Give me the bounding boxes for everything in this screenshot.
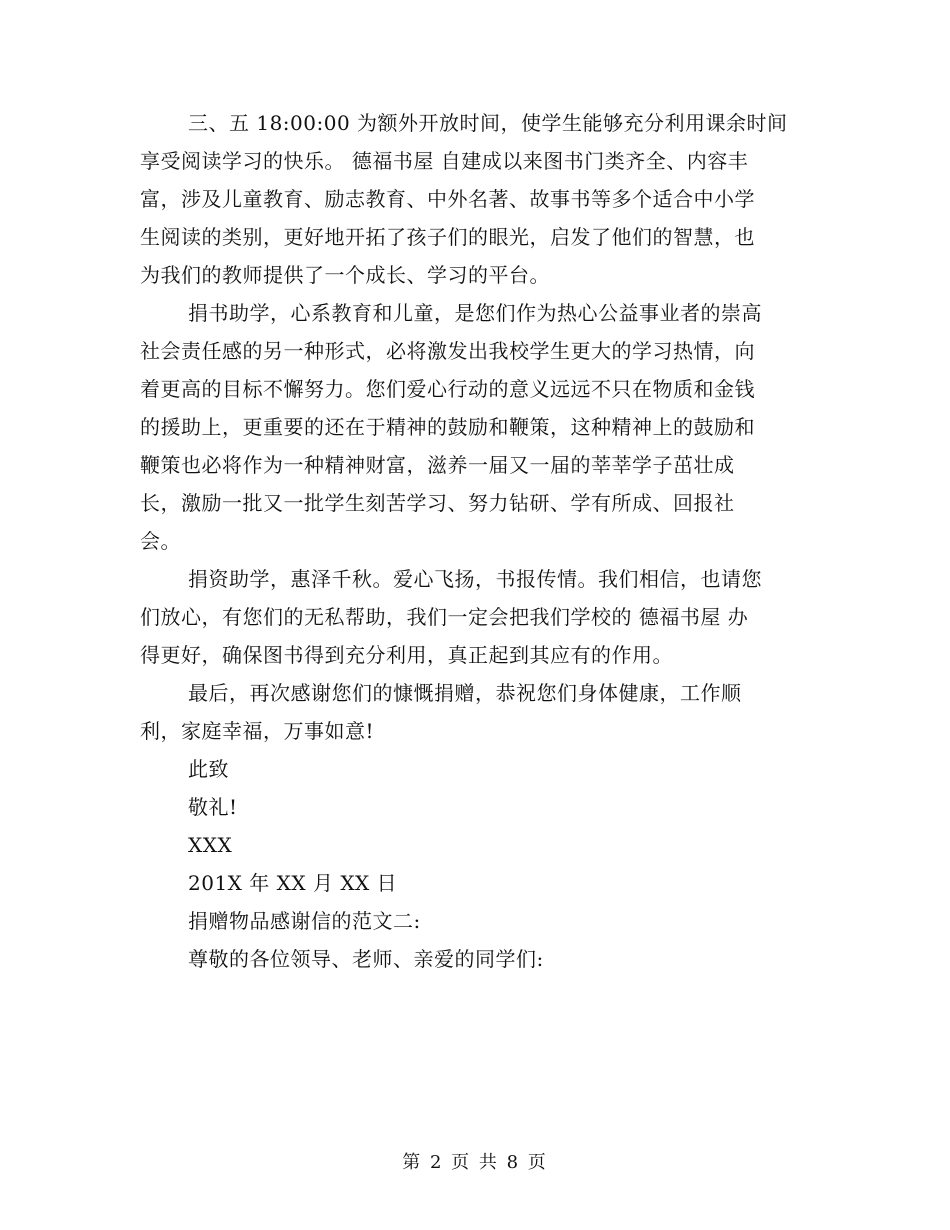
text-line: 此致 bbox=[188, 757, 229, 781]
text-line: 为我们的教师提供了一个成长、学习的平台。 bbox=[140, 263, 550, 287]
text-line: 长，激励一批又一批学生刻苦学习、努力钻研、学有所成、回报社 bbox=[140, 491, 735, 515]
page-number-footer: 第 2 页 共 8 页 bbox=[402, 1152, 548, 1173]
text-line: 富，涉及儿童教育、励志教育、中外名著、故事书等多个适合中小学 bbox=[140, 187, 755, 211]
text-line: 尊敬的各位领导、老师、亲爱的同学们: bbox=[188, 947, 544, 971]
text-line: 们放心，有您们的无私帮助，我们一定会把我们学校的 德福书屋 办 bbox=[140, 605, 749, 629]
document-body bbox=[140, 104, 808, 978]
text-line: 着更高的目标不懈努力。您们爱心行动的意义远远不只在物质和金钱 bbox=[140, 377, 755, 401]
section-heading bbox=[140, 902, 808, 940]
greeting-line bbox=[140, 940, 808, 978]
paragraph-book-donation bbox=[140, 294, 808, 560]
regards-line bbox=[140, 788, 808, 826]
text-line: 最后，再次感谢您们的慷慨捐赠，恭祝您们身体健康，工作顺 bbox=[188, 681, 742, 705]
paragraph-closing-thanks bbox=[140, 674, 808, 750]
text-line: 的援助上，更重要的还在于精神的鼓励和鞭策，这种精神上的鼓励和 bbox=[140, 415, 755, 439]
text-line: 会。 bbox=[140, 529, 181, 553]
text-line: 生阅读的类别，更好地开拓了孩子们的眼光，启发了他们的智慧，也 bbox=[140, 225, 755, 249]
text-line: 敬礼! bbox=[188, 795, 238, 819]
text-line: XXX bbox=[188, 833, 233, 857]
text-line: 享受阅读学习的快乐。 德福书屋 自建成以来图书门类齐全、内容丰 bbox=[140, 149, 749, 173]
text-line: 利，家庭幸福，万事如意! bbox=[140, 719, 375, 743]
text-line: 201X 年 XX 月 XX 日 bbox=[188, 871, 398, 895]
paragraph-opening-hours bbox=[140, 104, 808, 294]
text-line: 捐资助学，惠泽千秋。爱心飞扬，书报传情。我们相信，也请您 bbox=[188, 567, 762, 591]
text-line: 捐书助学，心系教育和儿童，是您们作为热心公益事业者的崇高 bbox=[188, 301, 762, 325]
text-line: 社会责任感的另一种形式，必将激发出我校学生更大的学习热情，向 bbox=[140, 339, 755, 363]
date-line bbox=[140, 864, 808, 902]
salutation-line bbox=[140, 750, 808, 788]
paragraph-funding bbox=[140, 560, 808, 674]
text-line: 捐赠物品感谢信的范文二: bbox=[188, 909, 421, 933]
text-line: 得更好，确保图书得到充分利用，真正起到其应有的作用。 bbox=[140, 643, 673, 667]
text-line: 三、五 18:00:00 为额外开放时间，使学生能够充分利用课余时间 bbox=[188, 111, 788, 135]
text-line: 鞭策也必将作为一种精神财富，滋养一届又一届的莘莘学子茁壮成 bbox=[140, 453, 735, 477]
signature-line bbox=[140, 826, 808, 864]
